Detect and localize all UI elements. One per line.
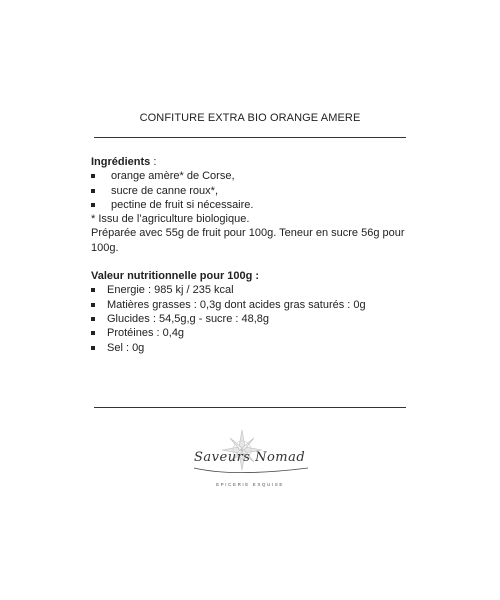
nutrition-heading-text: Valeur nutritionnelle pour 100g : [91, 270, 260, 283]
list-item [91, 184, 411, 198]
list-item [91, 169, 411, 183]
bullet-icon [91, 189, 95, 193]
top-divider [94, 137, 406, 138]
bullet-icon [91, 317, 95, 321]
ingredients-heading [91, 155, 411, 169]
bullet-icon [91, 174, 95, 178]
brand-logo [180, 428, 320, 498]
nutrition-heading [91, 269, 411, 283]
nutrition-text: Sel : 0g [107, 341, 145, 354]
nutrition-text: Energie : 985 kj / 235 kcal [107, 284, 234, 297]
bullet-icon [91, 288, 95, 292]
ingredients-heading-suffix: : [150, 156, 157, 168]
preparation-text: Préparée avec 55g de fruit pour 100g. Teneur en sucre 56g pour 100g. [91, 227, 405, 254]
section-spacer [91, 255, 411, 269]
bottom-divider [94, 407, 406, 408]
list-item [91, 326, 411, 340]
list-item [91, 283, 411, 297]
bullet-icon [91, 303, 95, 307]
ingredient-text: pectine de fruit si nécessaire. [111, 198, 254, 211]
brand-name: Saveurs Nomad [194, 450, 306, 465]
organic-note: * Issu de l’agriculture biologique. [91, 213, 250, 226]
ingredients-list [91, 169, 411, 212]
ingredient-text: sucre de canne roux*, [111, 184, 219, 197]
bullet-icon [91, 203, 95, 207]
product-title: CONFITURE EXTRA BIO ORANGE AMERE [139, 112, 361, 124]
bullet-icon [91, 331, 95, 335]
list-item [91, 341, 411, 355]
list-item [91, 198, 411, 212]
nutrition-text: Protéines : 0,4g [107, 327, 185, 340]
ingredients-heading-text: Ingrédients [91, 156, 151, 168]
nutrition-text: Matières grasses : 0,3g dont acides gras saturés : 0g [107, 298, 366, 311]
list-item [91, 298, 411, 312]
nutrition-text: Glucides : 54,5g,g - sucre : 48,8g [107, 312, 270, 325]
nutrition-list [91, 283, 411, 354]
brand-tagline: EPICERIE EXQUISE [216, 482, 284, 487]
bullet-icon [91, 346, 95, 350]
label-content [91, 155, 411, 355]
list-item [91, 312, 411, 326]
ingredient-text: orange amère* de Corse, [111, 170, 235, 183]
